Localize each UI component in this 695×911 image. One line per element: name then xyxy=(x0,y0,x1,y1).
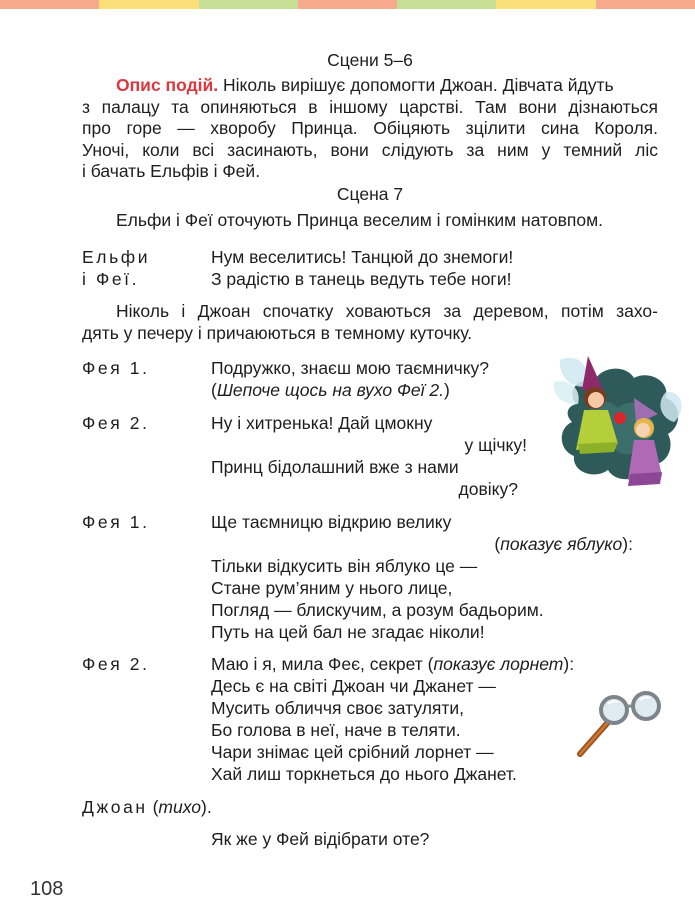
verse-line: Нум веселитись! Танцюй до знемоги! xyxy=(211,247,514,267)
verse-line: Погляд — блискучим, а розум бадьорим. xyxy=(211,600,544,620)
scene-7-stage-direction-2 xyxy=(82,301,658,344)
page-number: 108 xyxy=(30,878,64,900)
speaker-fairy-1: Фея 1. xyxy=(82,512,150,532)
lorgnette-illustration xyxy=(574,686,666,760)
aside-text: Шепоче щось на вухо Феї 2. xyxy=(216,380,445,400)
fairies-illustration xyxy=(548,352,686,492)
verse-line: Ще таємницю відкрию велику xyxy=(211,512,452,532)
speaker-elves: Ельфи xyxy=(82,247,151,267)
verse-line: Мусить обличчя своє затуляти, xyxy=(211,698,465,718)
verse-line: Бо голова в неї, наче в теляти. xyxy=(211,720,461,740)
scene-5-6-description xyxy=(82,75,658,183)
verse-line-continuation: у щічку! xyxy=(464,435,527,455)
description-line: і бачать Ельфів і Фей. xyxy=(82,161,261,181)
speaker-fairy-1: Фея 1. xyxy=(82,358,150,378)
verse-line: Чари знімає цей срібний лорнет — xyxy=(211,742,494,762)
aside-text: тихо xyxy=(158,797,202,817)
scene-7-heading: Сцена 7 xyxy=(336,184,404,204)
strip-segment xyxy=(199,0,298,9)
verse-line: Ну і хитренька! Дай цмокну xyxy=(211,413,433,433)
verse-text: Маю і я, мила Феє, секрет ( xyxy=(211,654,434,674)
description-line: з палацу та опиняються в іншому царстві. Там вони дізнаються xyxy=(82,96,658,117)
description-label: Опис подій. xyxy=(116,75,219,95)
scene-7-stage-direction: Ельфи і Феї оточують Принца веселим і гомінким натовпом. xyxy=(116,210,604,230)
strip-segment xyxy=(397,0,496,9)
verse-line: Стане рум’яним у нього лице, xyxy=(211,578,453,598)
strip-segment xyxy=(496,0,595,9)
speaker-joan: Джоан xyxy=(82,797,148,817)
stage-aside xyxy=(211,534,633,555)
aside-bracket: ): xyxy=(622,534,633,554)
verse-line: Тільки відкусить він яблуко це — xyxy=(211,556,478,576)
verse-line: Путь на цей бал не згадає ніколи! xyxy=(211,622,485,642)
verse-line: Хай лиш торкнеться до нього Джанет. xyxy=(211,764,517,784)
aside-text: показує яблуко xyxy=(500,534,623,554)
verse-line: Подружко, знаєш мою таємничку? xyxy=(211,358,490,378)
direction-line: дять у печеру і причаюються в темному куточку. xyxy=(82,322,473,343)
top-color-strip xyxy=(0,0,695,9)
aside-bracket: ) xyxy=(444,380,450,400)
strip-segment xyxy=(596,0,695,9)
verse-line: Десь є на світі Джоан чи Джанет — xyxy=(211,676,496,696)
strip-segment xyxy=(99,0,198,9)
verse-line: Як же у Фей відібрати оте? xyxy=(211,829,430,849)
strip-segment xyxy=(0,0,99,9)
verse-line-continuation: довіку? xyxy=(458,479,518,499)
aside-bracket: ( xyxy=(211,380,217,400)
description-line: про горе — хворобу Принца. Обіцяють зцілити сина Короля. xyxy=(82,118,658,138)
verse-text: ): xyxy=(563,654,575,674)
aside-bracket: ( xyxy=(147,797,159,817)
description-line: Ніколь вирішує допомогти Джоан. Дівчата йдуть xyxy=(223,75,614,95)
aside-bracket: ). xyxy=(201,797,212,817)
stage-aside xyxy=(211,380,450,401)
verse-line: Принц бідолашний вже з нами xyxy=(211,457,459,477)
direction-line: Ніколь і Джоан спочатку ховаються за деревом, потім захо- xyxy=(116,301,658,321)
speaker-joan-line xyxy=(82,797,212,818)
scene-5-6-heading: Сцени 5–6 xyxy=(327,50,413,70)
aside-text: показує лорнет xyxy=(433,654,564,674)
strip-segment xyxy=(298,0,397,9)
aside-bracket: ( xyxy=(494,534,501,554)
speaker-fairies: і Феї. xyxy=(82,269,140,289)
description-line: Уночі, коли всі засинають, вони слідують за ним у темний ліс xyxy=(82,139,658,160)
verse-line: З радістю в танець ведуть тебе ноги! xyxy=(211,269,512,289)
verse-line xyxy=(211,654,574,675)
speaker-fairy-2: Фея 2. xyxy=(82,654,150,674)
speaker-fairy-2: Фея 2. xyxy=(82,413,150,433)
